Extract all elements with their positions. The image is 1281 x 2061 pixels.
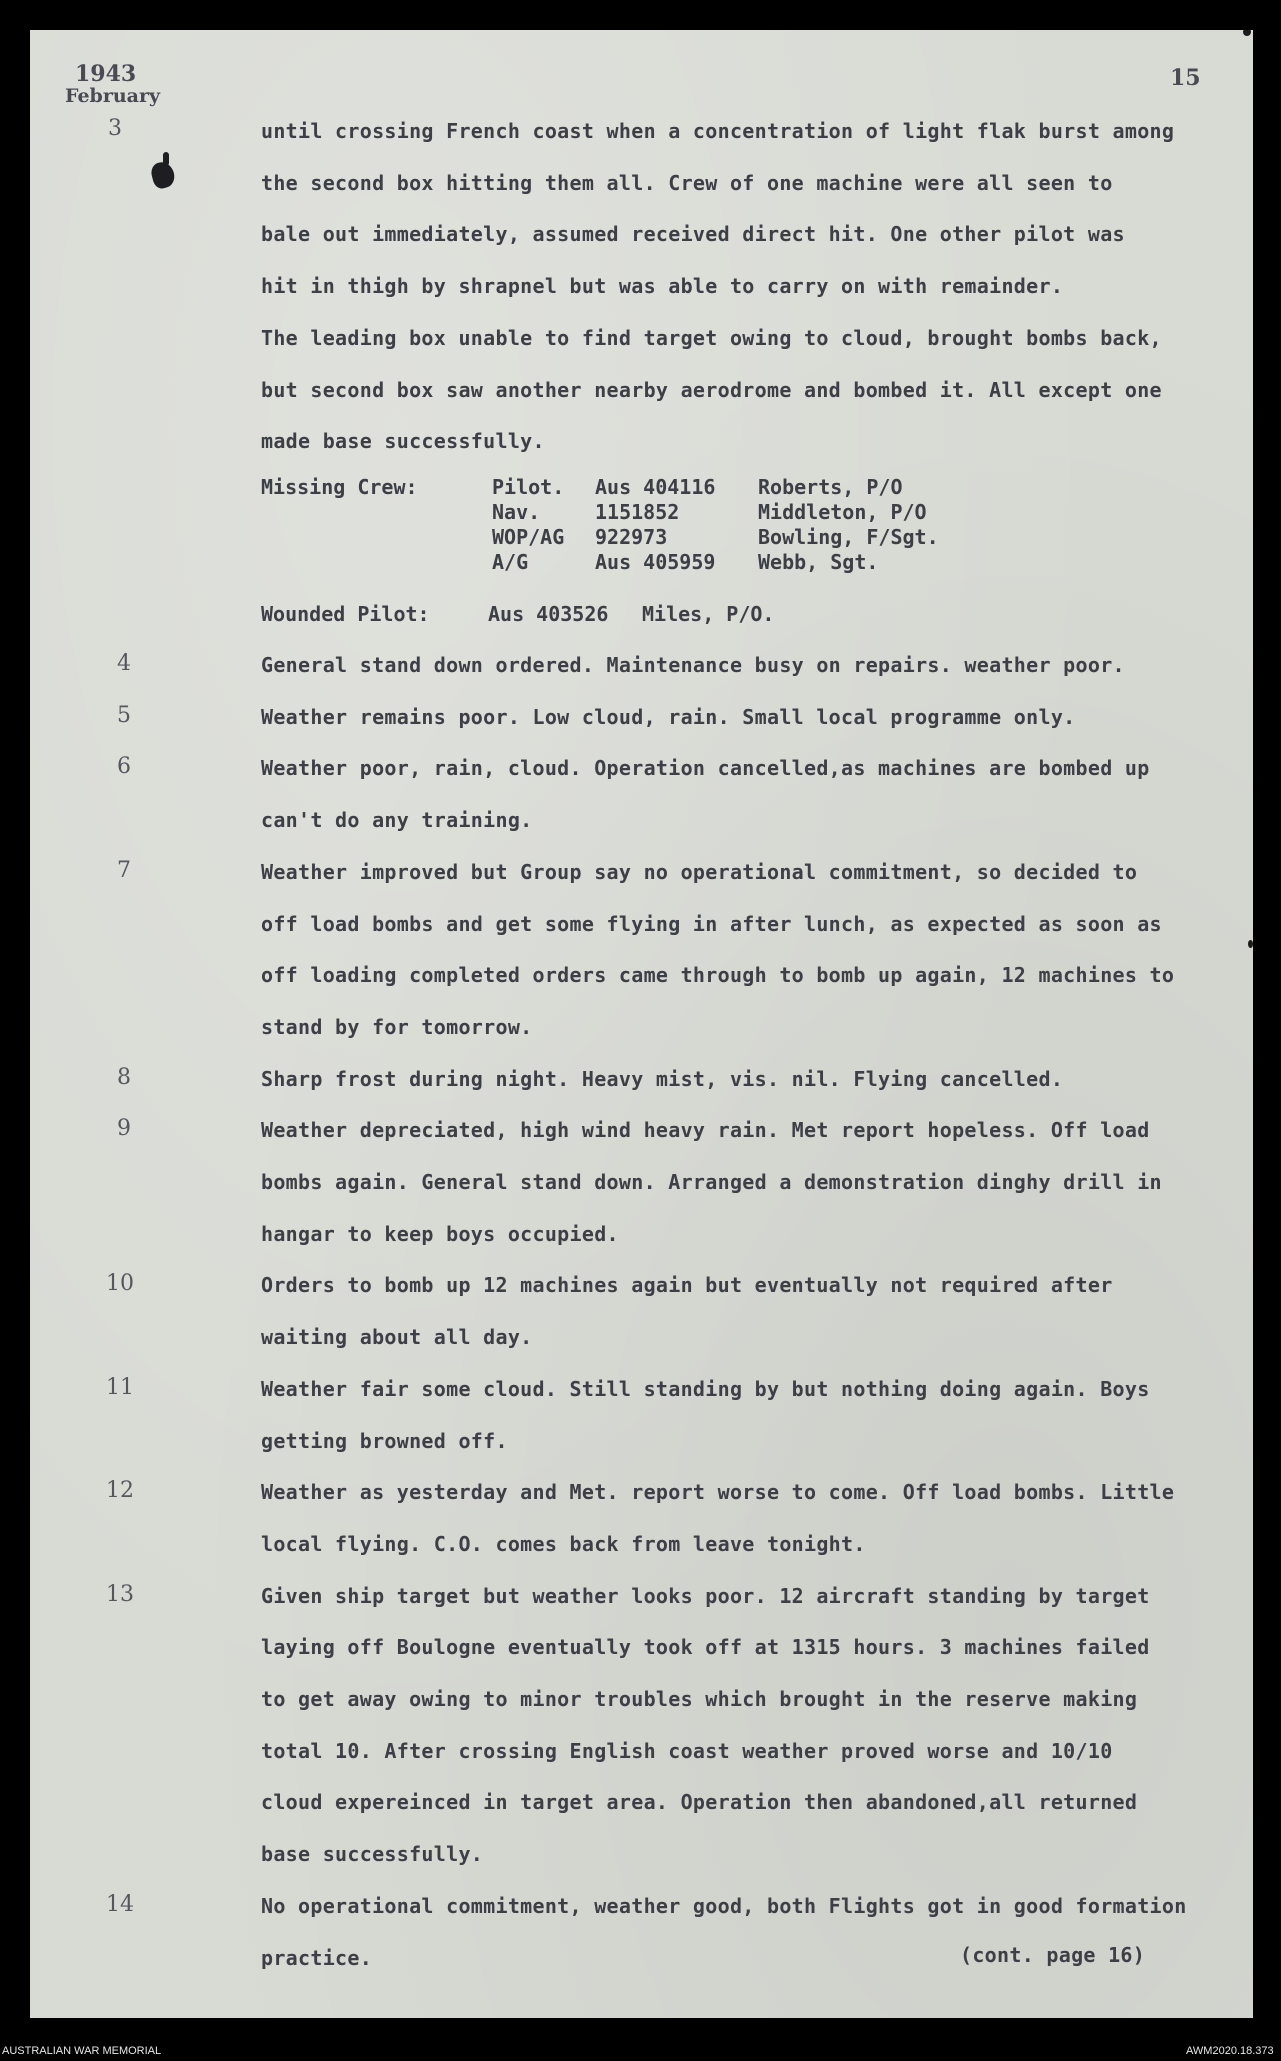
entry-line: Weather poor, rain, cloud. Operation cancelled,as machines are bombed up (261, 756, 1150, 781)
entry-line: base successfully. (261, 1842, 484, 1867)
day-number: 9 (117, 1116, 131, 1142)
crew-name: Webb, Sgt. (758, 550, 879, 574)
continuation-note: (cont. page 16) (960, 1943, 1146, 1967)
entry-line: No operational commitment, weather good, both Flights got in good formation (261, 1893, 1187, 1918)
page-number: 15 (1170, 65, 1201, 91)
entry-line: bale out immediately, assumed received direct hit. One other pilot was (261, 222, 1125, 247)
footer-reference: AWM2020.18.373 (1186, 2045, 1274, 2057)
entry-line: Weather depreciated, high wind heavy rain. Met report hopeless. Off load (261, 1118, 1150, 1143)
entry-line: waiting about all day. (261, 1325, 533, 1350)
entry-line: stand by for tomorrow. (261, 1014, 533, 1039)
crew-name: Bowling, F/Sgt. (758, 525, 939, 549)
entry-line: total 10. After crossing English coast weather proved worse and 10/10 (261, 1738, 1113, 1763)
entry-line: practice. (261, 1945, 373, 1970)
punch-hole (1243, 30, 1251, 36)
crew-number: 922973 (595, 525, 668, 549)
entry-line: General stand down ordered. Maintenance busy on repairs. weather poor. (261, 653, 1125, 677)
day-number: 7 (117, 857, 131, 883)
day-number: 5 (117, 702, 131, 728)
crew-number: Aus 404116 (595, 475, 716, 499)
ink-stain (163, 152, 169, 166)
day-number: 13 (106, 1581, 134, 1607)
entry-line: can't do any training. (261, 808, 533, 833)
crew-role: Nav. (492, 500, 541, 524)
entry-line: Weather as yesterday and Met. report worse to come. Off load bombs. Little (261, 1480, 1175, 1505)
entry-line: made base successfully. (261, 429, 545, 454)
crew-number: Aus 405959 (595, 550, 716, 574)
day-number: 11 (106, 1374, 134, 1400)
crew-role: A/G (492, 550, 529, 574)
entry-line: Weather remains poor. Low cloud, rain. Small local programme only. (261, 704, 1076, 729)
day-number: 4 (117, 651, 131, 676)
punch-hole (1248, 940, 1253, 948)
month-label: February (65, 85, 161, 107)
entry-line: cloud expereinced in target area. Operation then abandoned,all returned (261, 1790, 1138, 1815)
entry-line: Given ship target but weather looks poor. 12 aircraft standing by target (261, 1583, 1150, 1608)
crew-role: Pilot. (492, 475, 565, 499)
entry-line: Sharp frost during night. Heavy mist, vis. nil. Flying cancelled. (261, 1066, 1064, 1091)
missing-crew-label: Missing Crew: (261, 475, 418, 499)
entry-line: off load bombs and get some flying in after lunch, as expected as soon as (261, 911, 1162, 936)
entry-line: until crossing French coast when a concentration of light flak burst among (261, 119, 1175, 143)
entry-line: bombs again. General stand down. Arranged a demonstration dinghy drill in (261, 1170, 1162, 1194)
day-number: 6 (117, 754, 131, 780)
entry-line: but second box saw another nearby aerodrome and bombed it. All except one (261, 377, 1162, 402)
entry-line: hit in thigh by shrapnel but was able to carry on with remainder. (261, 274, 1064, 299)
document-page (30, 30, 1253, 2018)
crew-name: Roberts, P/O (758, 475, 903, 499)
entry-line: to get away owing to minor troubles which brought in the reserve making (261, 1687, 1138, 1711)
wounded-pilot-name: Miles, P/O. (642, 602, 775, 626)
entry-line: Orders to bomb up 12 machines again but eventually not required after (261, 1273, 1113, 1298)
entry-line: the second box hitting them all. Crew of one machine were all seen to (261, 170, 1113, 195)
entry-line: getting browned off. (261, 1428, 508, 1453)
crew-role: WOP/AG (492, 525, 565, 549)
entry-line: laying off Boulogne eventually took off at 1315 hours. 3 machines failed (261, 1635, 1150, 1660)
entry-line: hangar to keep boys occupied. (261, 1221, 619, 1246)
wounded-pilot-number: Aus 403526 (488, 602, 609, 626)
entry-line: Weather improved but Group say no operational commitment, so decided to (261, 859, 1138, 884)
entry-line: off loading completed orders came through to bomb up again, 12 machines to (261, 963, 1175, 988)
wounded-pilot-label: Wounded Pilot: (261, 602, 430, 626)
day-number: 10 (106, 1271, 134, 1297)
footer-credit: AUSTRALIAN WAR MEMORIAL (2, 2045, 162, 2057)
entry-line: The leading box unable to find target owing to cloud, brought bombs back, (261, 325, 1162, 350)
day-number: 12 (106, 1478, 134, 1504)
entry-line: Weather fair some cloud. Still standing by but nothing doing again. Boys (261, 1376, 1150, 1401)
year-label: 1943 (75, 61, 137, 87)
day-number: 14 (106, 1891, 134, 1917)
crew-name: Middleton, P/O (758, 500, 927, 524)
day-number: 8 (117, 1064, 131, 1090)
day-number: 3 (108, 116, 122, 141)
entry-line: local flying. C.O. comes back from leave tonight. (261, 1531, 866, 1556)
crew-number: 1151852 (595, 500, 680, 524)
